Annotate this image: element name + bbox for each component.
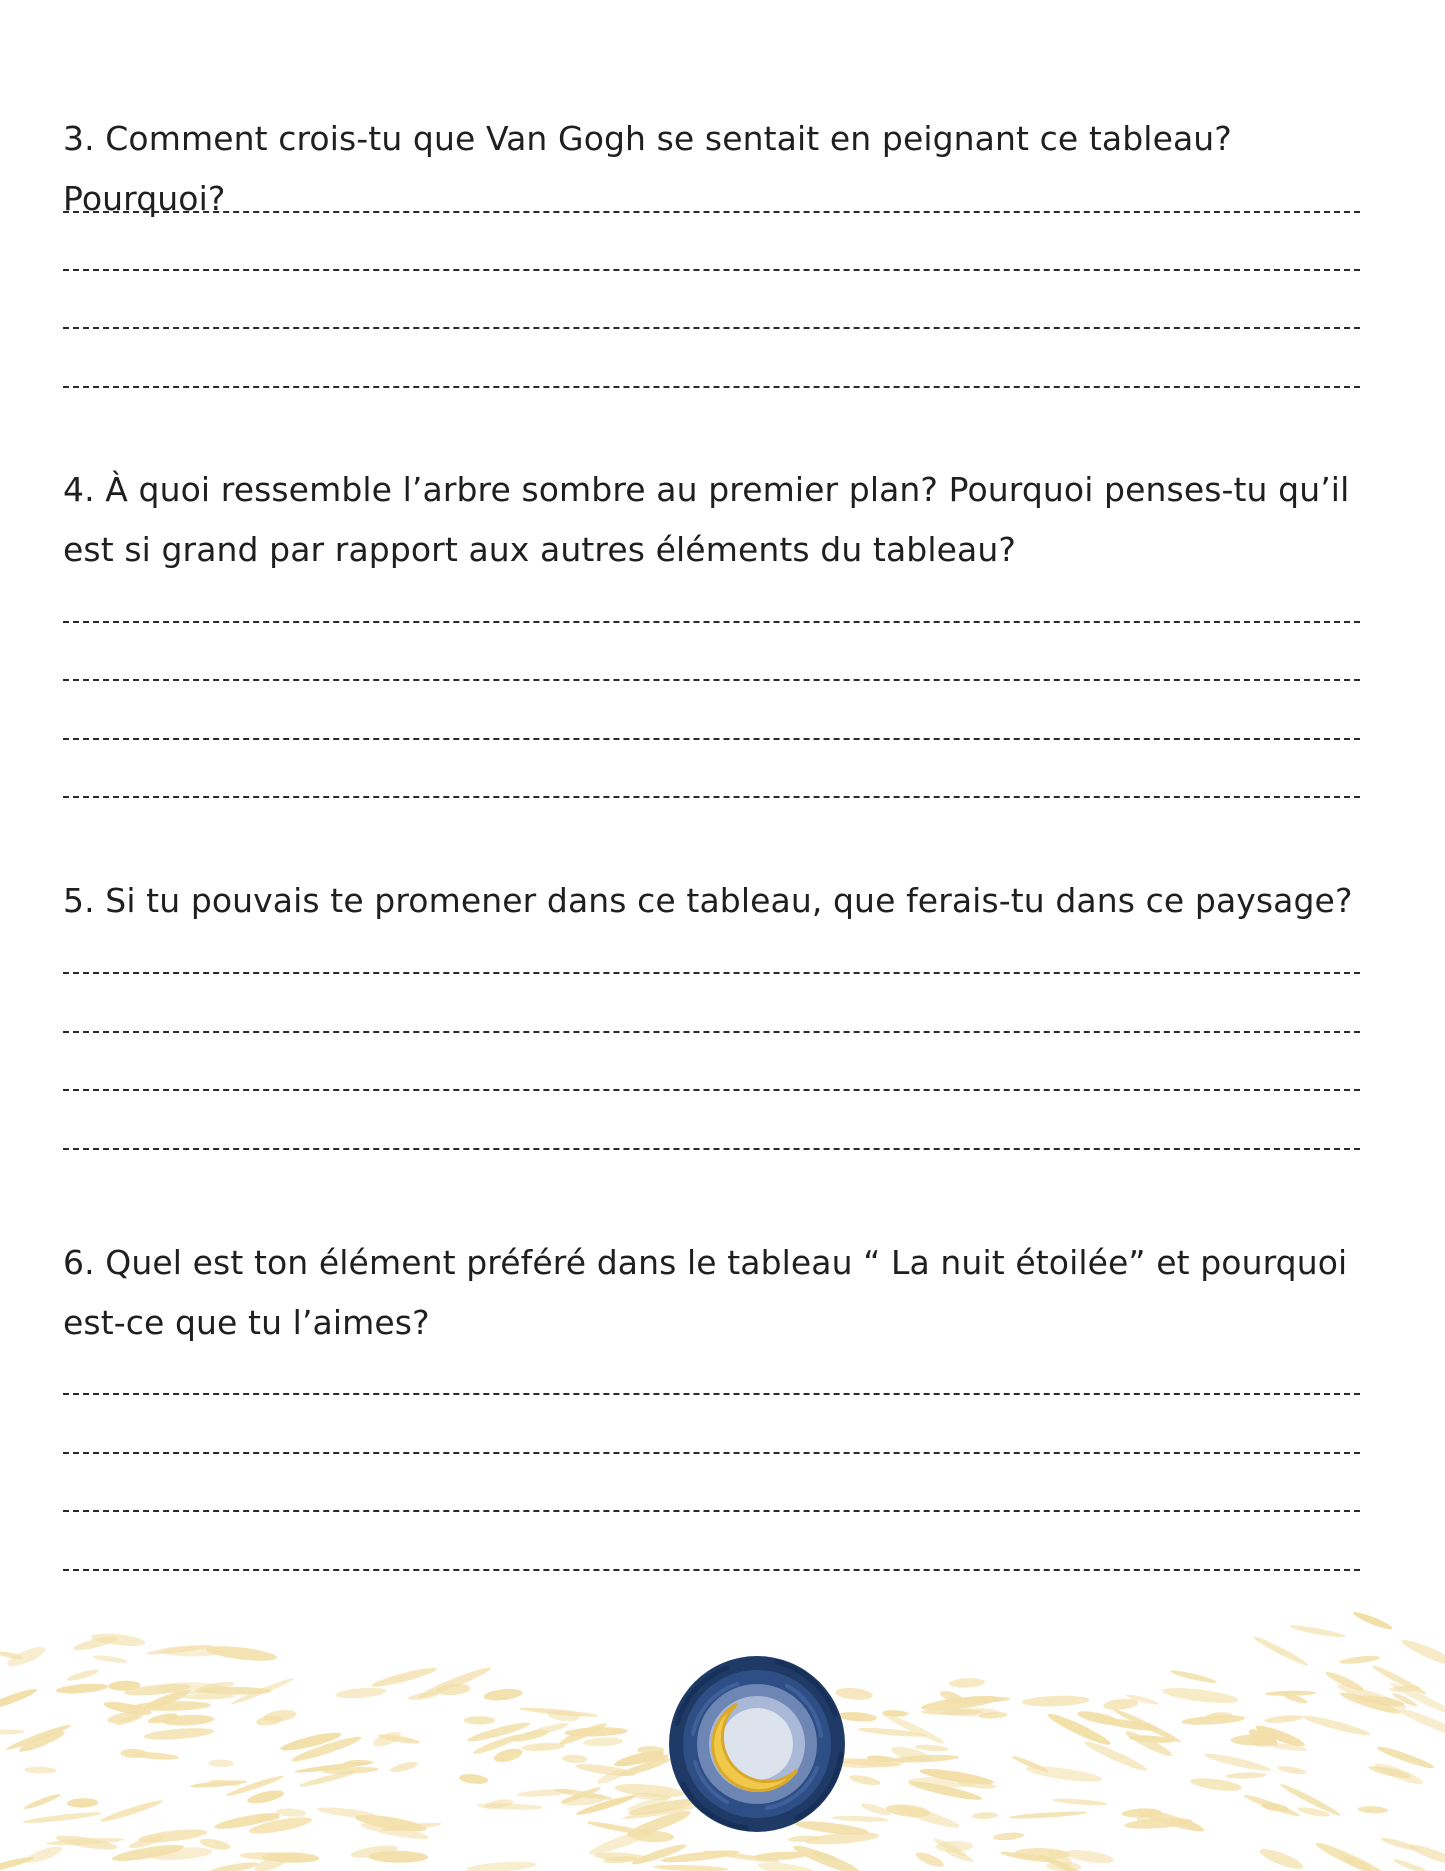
brushstroke (516, 1788, 574, 1798)
brushstroke (464, 1716, 495, 1725)
answer-line[interactable] (63, 211, 1360, 213)
brushstroke (949, 1677, 986, 1688)
brushstroke (371, 1665, 438, 1690)
brushstroke (144, 1726, 215, 1742)
brushstroke (1399, 1636, 1445, 1671)
answer-line[interactable] (63, 972, 1360, 974)
answer-line[interactable] (63, 1031, 1360, 1033)
brushstroke (67, 1798, 99, 1808)
brushstroke (23, 1792, 61, 1811)
brushstroke (521, 1742, 565, 1752)
brushstroke (1352, 1609, 1394, 1632)
brushstroke (276, 1808, 307, 1818)
answer-line[interactable] (63, 738, 1360, 740)
brushstroke (459, 1773, 489, 1785)
brushstroke (206, 1860, 259, 1871)
brushstroke (562, 1754, 587, 1763)
answer-line[interactable] (63, 621, 1360, 623)
brushstroke (1162, 1685, 1239, 1706)
answer-line[interactable] (63, 1510, 1360, 1512)
brushstroke (1103, 1697, 1139, 1711)
brushstroke (631, 1841, 688, 1867)
brushstroke (1076, 1708, 1121, 1727)
question-4: 4. À quoi ressemble l’arbre sombre au premier plan? Pourquoi penses-tu qu’il est si grand par rapport aux autres éléments du tableau? (63, 470, 1350, 569)
brushstroke (23, 1810, 103, 1825)
brushstroke (1252, 1634, 1310, 1668)
brushstroke (1277, 1764, 1307, 1775)
answer-line[interactable] (63, 1393, 1360, 1395)
brushstroke (835, 1686, 874, 1701)
brushstroke (56, 1682, 109, 1695)
question-6: 6. Quel est ton élément préféré dans le tableau “ La nuit étoilée” et pourquoi est-ce que tu l’aimes? (63, 1243, 1348, 1342)
brushstroke (993, 1831, 1025, 1841)
brushstroke (335, 1686, 387, 1700)
brushstroke (1314, 1839, 1390, 1871)
brushstroke (1392, 1857, 1431, 1871)
brushstroke (653, 1864, 729, 1871)
brushstroke (1258, 1845, 1305, 1871)
brushstroke (881, 1711, 946, 1747)
brushstroke (493, 1746, 524, 1764)
answer-line[interactable] (63, 269, 1360, 271)
brushstroke (246, 1788, 285, 1806)
answer-line[interactable] (63, 796, 1360, 798)
brushstroke-decoration (0, 1560, 1445, 1871)
brushstroke (317, 1805, 377, 1819)
brushstroke (1243, 1792, 1301, 1819)
brushstroke (849, 1773, 881, 1787)
brushstroke (1022, 1695, 1090, 1708)
brushstroke (92, 1654, 127, 1664)
brushstroke (1301, 1713, 1371, 1739)
brushstroke (466, 1860, 536, 1871)
brushstroke (914, 1850, 945, 1870)
brushstroke (208, 1759, 234, 1767)
brushstroke (5, 1722, 73, 1752)
brushstroke (0, 1686, 38, 1713)
brushstroke (407, 1691, 439, 1702)
starry-moon-icon (669, 1656, 845, 1832)
brushstroke (583, 1737, 624, 1747)
answer-line[interactable] (63, 1452, 1360, 1454)
answer-line[interactable] (63, 679, 1360, 681)
brushstroke (832, 1815, 890, 1823)
question-5: 5. Si tu pouvais te promener dans ce tableau, que ferais-tu dans ce paysage? (63, 881, 1353, 920)
brushstroke (24, 1766, 57, 1773)
brushstroke (66, 1667, 100, 1682)
brushstroke (1407, 1841, 1445, 1868)
brushstroke (1395, 1705, 1445, 1743)
brushstroke (1225, 1772, 1266, 1779)
brushstroke (1289, 1623, 1346, 1639)
brushstroke (477, 1802, 543, 1810)
brushstroke (1265, 1690, 1317, 1696)
brushstroke (564, 1726, 628, 1737)
brushstroke (1203, 1751, 1272, 1774)
brushstroke (1339, 1654, 1381, 1665)
brushstroke (1380, 1836, 1418, 1853)
brushstroke (99, 1798, 164, 1825)
brushstroke (837, 1711, 877, 1723)
answer-line[interactable] (63, 1089, 1360, 1091)
brushstroke (132, 1700, 211, 1712)
brushstroke (483, 1687, 523, 1702)
brushstroke (120, 1749, 147, 1759)
brushstroke (972, 1812, 998, 1820)
brushstroke (24, 1844, 64, 1866)
answer-line[interactable] (63, 386, 1360, 388)
brushstroke (1169, 1668, 1217, 1685)
brushstroke (389, 1760, 419, 1775)
brushstroke (1358, 1805, 1389, 1814)
answer-line[interactable] (63, 1148, 1360, 1150)
brushstroke (1009, 1810, 1088, 1820)
brushstroke (0, 1729, 25, 1735)
answer-line[interactable] (63, 327, 1360, 329)
brushstroke (1264, 1714, 1303, 1724)
brushstroke (1052, 1797, 1108, 1806)
question-3: 3. Comment crois-tu que Van Gogh se sentait en peignant ce tableau? Pourquoi? (63, 119, 1232, 218)
